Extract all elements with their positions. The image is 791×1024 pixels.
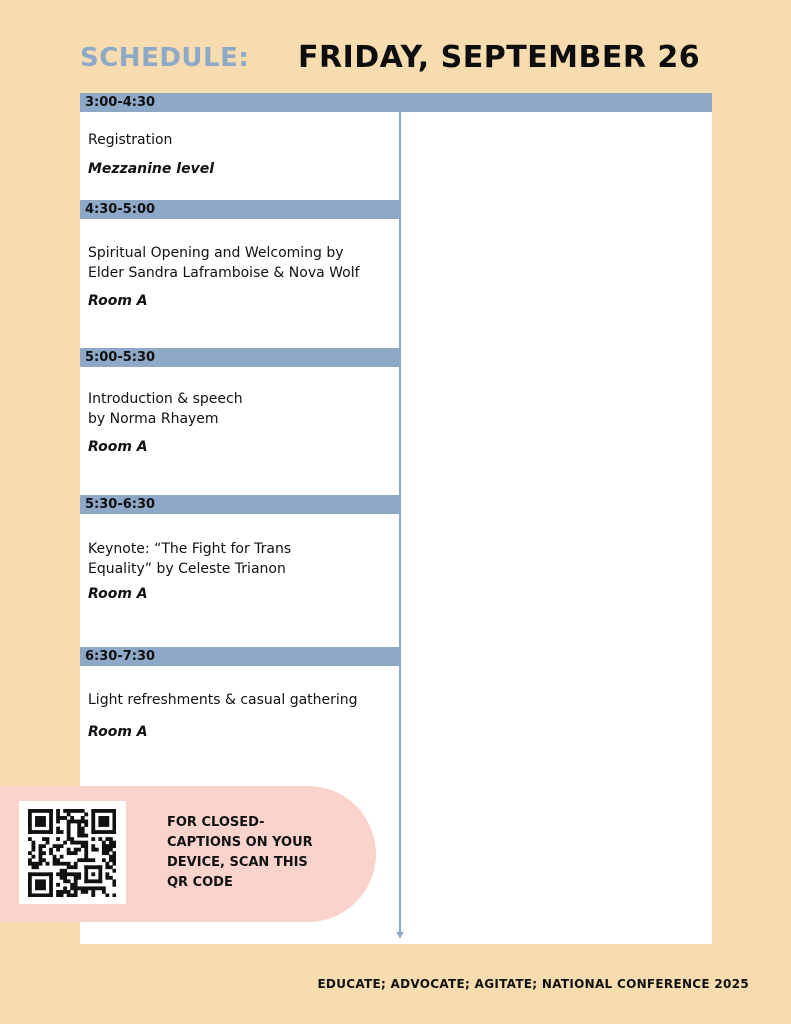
time-bar-5: 6:30-7:30 bbox=[80, 647, 400, 666]
qr-instructions: FOR CLOSED- CAPTIONS ON YOUR DEVICE, SCAN THIS QR CODE bbox=[167, 815, 313, 890]
session-title-4: Keynote: “The Fight for Trans Equality” by Celeste Trianon bbox=[88, 541, 292, 577]
schedule-label: SCHEDULE: bbox=[80, 43, 250, 73]
session-location-3: Room A bbox=[88, 439, 148, 455]
page-title: FRIDAY, SEPTEMBER 26 bbox=[298, 40, 701, 75]
session-title-1: Registration bbox=[88, 132, 173, 148]
time-bar-4: 5:30-6:30 bbox=[80, 495, 400, 514]
column-divider bbox=[399, 93, 401, 938]
session-location-2: Room A bbox=[88, 293, 148, 309]
session-title-2: Spiritual Opening and Welcoming by Elder Sandra Laframboise & Nova Wolf bbox=[88, 245, 360, 281]
qr-code-frame bbox=[19, 801, 126, 904]
session-location-1: Mezzanine level bbox=[88, 161, 214, 177]
time-bar-3: 5:00-5:30 bbox=[80, 348, 400, 367]
time-bar-1: 3:00-4:30 bbox=[80, 93, 712, 112]
session-location-4: Room A bbox=[88, 586, 148, 602]
session-title-5: Light refreshments & casual gathering bbox=[88, 692, 358, 708]
qr-code-icon[interactable] bbox=[28, 809, 116, 897]
session-location-5: Room A bbox=[88, 724, 148, 740]
session-title-3: Introduction & speech by Norma Rhayem bbox=[88, 391, 243, 427]
conference-footer: EDUCATE; ADVOCATE; AGITATE; NATIONAL CONFERENCE 2025 bbox=[317, 977, 749, 991]
time-bar-2: 4:30-5:00 bbox=[80, 200, 400, 219]
divider-arrow-icon bbox=[396, 932, 404, 938]
